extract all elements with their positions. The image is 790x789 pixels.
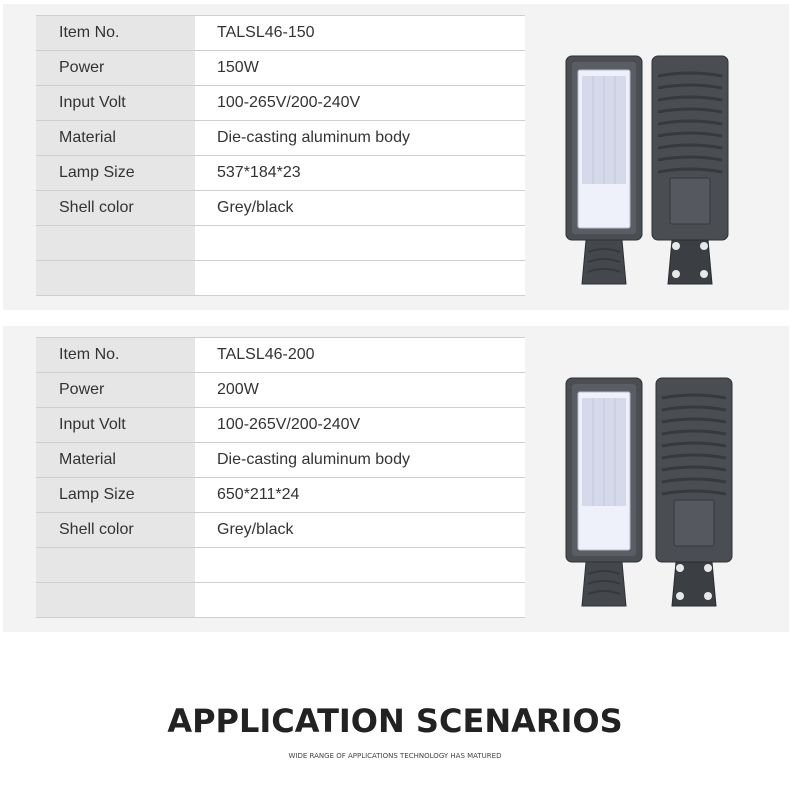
spec-row-power [36, 51, 525, 86]
spec-value: TALSL46-150 [195, 16, 525, 50]
lamp-back-view [656, 378, 732, 606]
spec-value [195, 226, 525, 260]
spec-row-empty [36, 261, 525, 296]
spec-row-empty [36, 583, 525, 618]
spec-label: Lamp Size [36, 478, 195, 512]
spec-row-empty [36, 226, 525, 261]
street-lamp-product-image [558, 48, 738, 288]
spec-value: 100-265V/200-240V [195, 86, 525, 120]
spec-row-input-volt [36, 86, 525, 121]
spec-label [36, 583, 195, 617]
spec-row-shell-color [36, 191, 525, 226]
spec-row-lamp-size [36, 156, 525, 191]
spec-label: Item No. [36, 16, 195, 50]
spec-value: TALSL46-200 [195, 338, 525, 372]
spec-row-material [36, 443, 525, 478]
spec-row-empty [36, 548, 525, 583]
spec-value [195, 583, 525, 617]
lamp-back-view [652, 56, 728, 284]
spec-label: Power [36, 51, 195, 85]
product-card-200w [3, 326, 789, 632]
spec-value: Die-casting aluminum body [195, 121, 525, 155]
spec-label: Input Volt [36, 86, 195, 120]
spec-row-material [36, 121, 525, 156]
spec-table [36, 15, 525, 296]
spec-label: Lamp Size [36, 156, 195, 190]
street-lamp-product-image [558, 370, 738, 610]
spec-row-power [36, 373, 525, 408]
product-card-150w [3, 4, 789, 310]
spec-row-shell-color [36, 513, 525, 548]
spec-row-item-no [36, 338, 525, 373]
lamp-front-view [566, 56, 642, 284]
lamp-front-view [566, 378, 642, 606]
spec-value: 537*184*23 [195, 156, 525, 190]
spec-label: Item No. [36, 338, 195, 372]
section-subtitle: WIDE RANGE OF APPLICATIONS TECHNOLOGY HAS MATURED [288, 752, 502, 760]
spec-row-lamp-size [36, 478, 525, 513]
spec-value: Die-casting aluminum body [195, 443, 525, 477]
spec-value: Grey/black [195, 513, 525, 547]
section-title: APPLICATION SCENARIOS [167, 702, 623, 740]
spec-value: 100-265V/200-240V [195, 408, 525, 442]
spec-value [195, 261, 525, 295]
spec-label: Material [36, 121, 195, 155]
spec-label [36, 226, 195, 260]
spec-label [36, 548, 195, 582]
spec-row-input-volt [36, 408, 525, 443]
spec-row-item-no [36, 16, 525, 51]
spec-label: Power [36, 373, 195, 407]
spec-label: Material [36, 443, 195, 477]
spec-value: 150W [195, 51, 525, 85]
spec-table [36, 337, 525, 618]
spec-label [36, 261, 195, 295]
spec-value [195, 548, 525, 582]
spec-label: Input Volt [36, 408, 195, 442]
spec-value: 650*211*24 [195, 478, 525, 512]
spec-label: Shell color [36, 191, 195, 225]
spec-value: Grey/black [195, 191, 525, 225]
spec-label: Shell color [36, 513, 195, 547]
spec-value: 200W [195, 373, 525, 407]
